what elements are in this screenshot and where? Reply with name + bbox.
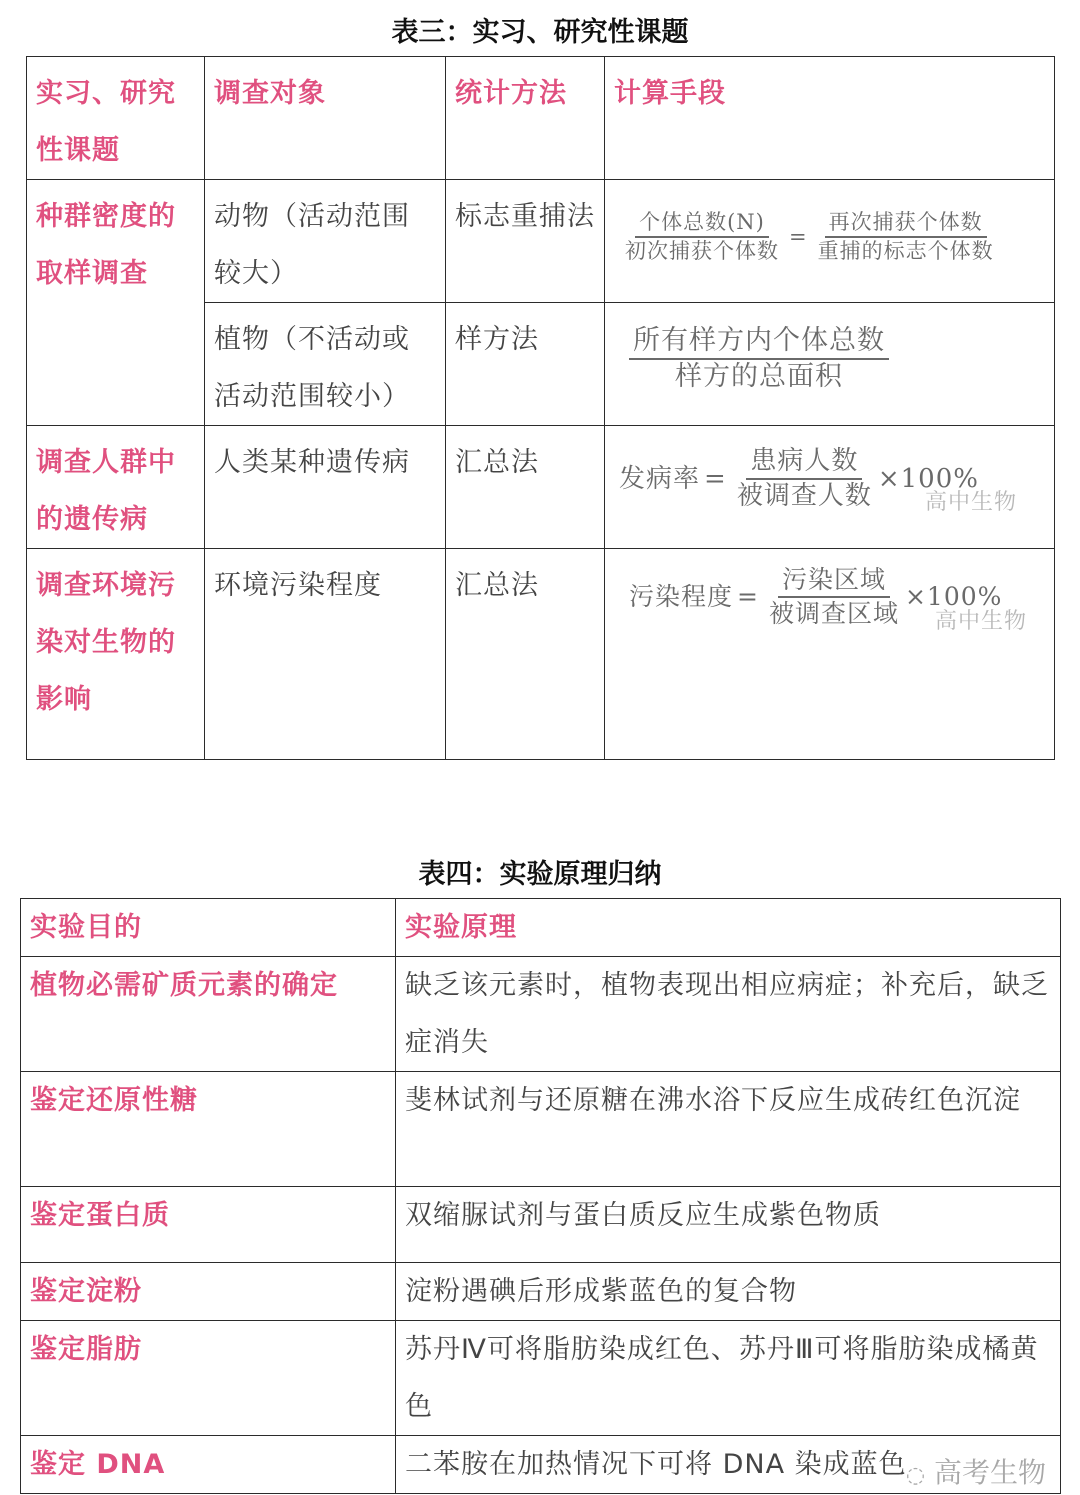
formula-den: 被调查区域 [768, 599, 899, 628]
table4 [20, 898, 1061, 1494]
formula-lhs: 污染程度 [629, 582, 734, 611]
row-method: 汇总法 [446, 549, 605, 760]
formula-watermark: 高中生物 [935, 609, 1028, 634]
row-purpose: 植物必需矿质元素的确定 [21, 957, 396, 1072]
formula-multiplier: ×100% [904, 582, 1003, 611]
formula-den: 重捕的标志个体数 [817, 239, 994, 264]
row-object: 环境污染程度 [205, 549, 446, 760]
row-method: 汇总法 [446, 426, 605, 549]
row-formula [605, 549, 1055, 760]
formula-num: 患病人数 [746, 446, 862, 480]
row-formula [605, 303, 1055, 426]
row-purpose: 鉴定脂肪 [21, 1321, 396, 1436]
row-principle: 二苯胺在加热情况下可将 DNA 染成蓝色 [396, 1436, 1061, 1494]
row-formula [605, 426, 1055, 549]
table-row [21, 1187, 1061, 1263]
wechat-icon: ◌ [905, 1463, 926, 1488]
row-purpose: 鉴定蛋白质 [21, 1187, 396, 1263]
row-purpose: 鉴定淀粉 [21, 1263, 396, 1321]
row-principle: 斐林试剂与还原糖在沸水浴下反应生成砖红色沉淀 [396, 1072, 1061, 1187]
formula-num: 再次捕获个体数 [825, 210, 987, 238]
table3-header-row [27, 57, 1055, 180]
table3 [26, 56, 1055, 760]
table3-title: 表三：实习、研究性课题 [391, 17, 689, 48]
row-object: 植物（不活动或活动范围较小） [205, 303, 446, 426]
formula-num: 所有样方内个体总数 [629, 325, 889, 360]
formula-watermark: 高中生物 [925, 490, 1018, 515]
formula-quadrat [627, 325, 1054, 394]
row-object: 人类某种遗传病 [205, 426, 446, 549]
row-topic: 种群密度的取样调查 [27, 180, 205, 426]
formula-equals: = [704, 463, 727, 494]
formula-mark-recapture [619, 210, 1054, 264]
formula-den: 被调查人数 [736, 481, 872, 512]
formula-den: 初次捕获个体数 [625, 239, 779, 264]
row-formula [605, 180, 1055, 303]
row-purpose: 鉴定 DNA [21, 1436, 396, 1494]
watermark [906, 1451, 1046, 1491]
header-object: 调查对象 [205, 57, 446, 180]
table4-header-row [21, 899, 1061, 957]
table-row [27, 180, 1055, 303]
formula-den: 样方的总面积 [675, 361, 843, 393]
table-row [27, 426, 1055, 549]
header-method: 统计方法 [446, 57, 605, 180]
row-principle: 双缩脲试剂与蛋白质反应生成紫色物质 [396, 1187, 1061, 1263]
table-row [21, 957, 1061, 1072]
row-object: 动物（活动范围较大） [205, 180, 446, 303]
row-purpose: 鉴定还原性糖 [21, 1072, 396, 1187]
table4-title: 表四：实验原理归纳 [418, 859, 662, 890]
table-row [21, 1072, 1061, 1187]
table-row [21, 1436, 1061, 1494]
formula-num: 个体总数(N) [635, 210, 769, 238]
formula-multiplier: ×100% [877, 463, 979, 494]
row-method: 标志重捕法 [446, 180, 605, 303]
row-principle: 苏丹Ⅳ可将脂肪染成红色、苏丹Ⅲ可将脂肪染成橘黄色 [396, 1321, 1061, 1436]
formula-lhs: 发病率 [619, 463, 701, 494]
header-calc: 计算手段 [605, 57, 1055, 180]
row-principle: 缺乏该元素时，植物表现出相应病症；补充后，缺乏症消失 [396, 957, 1061, 1072]
table-row [27, 549, 1055, 760]
header-purpose: 实验目的 [21, 899, 396, 957]
header-topic: 实习、研究性课题 [27, 57, 205, 180]
row-method: 样方法 [446, 303, 605, 426]
table-row [21, 1263, 1061, 1321]
table-row [21, 1321, 1061, 1436]
formula-equals: = [737, 582, 759, 611]
row-topic: 调查环境污染对生物的影响 [27, 549, 205, 760]
header-principle: 实验原理 [396, 899, 1061, 957]
formula-num: 污染区域 [778, 565, 890, 598]
watermark-text: 高考生物 [933, 1456, 1046, 1489]
row-topic: 调查人群中的遗传病 [27, 426, 205, 549]
formula-equals: = [789, 224, 808, 249]
row-principle: 淀粉遇碘后形成紫蓝色的复合物 [396, 1263, 1061, 1321]
